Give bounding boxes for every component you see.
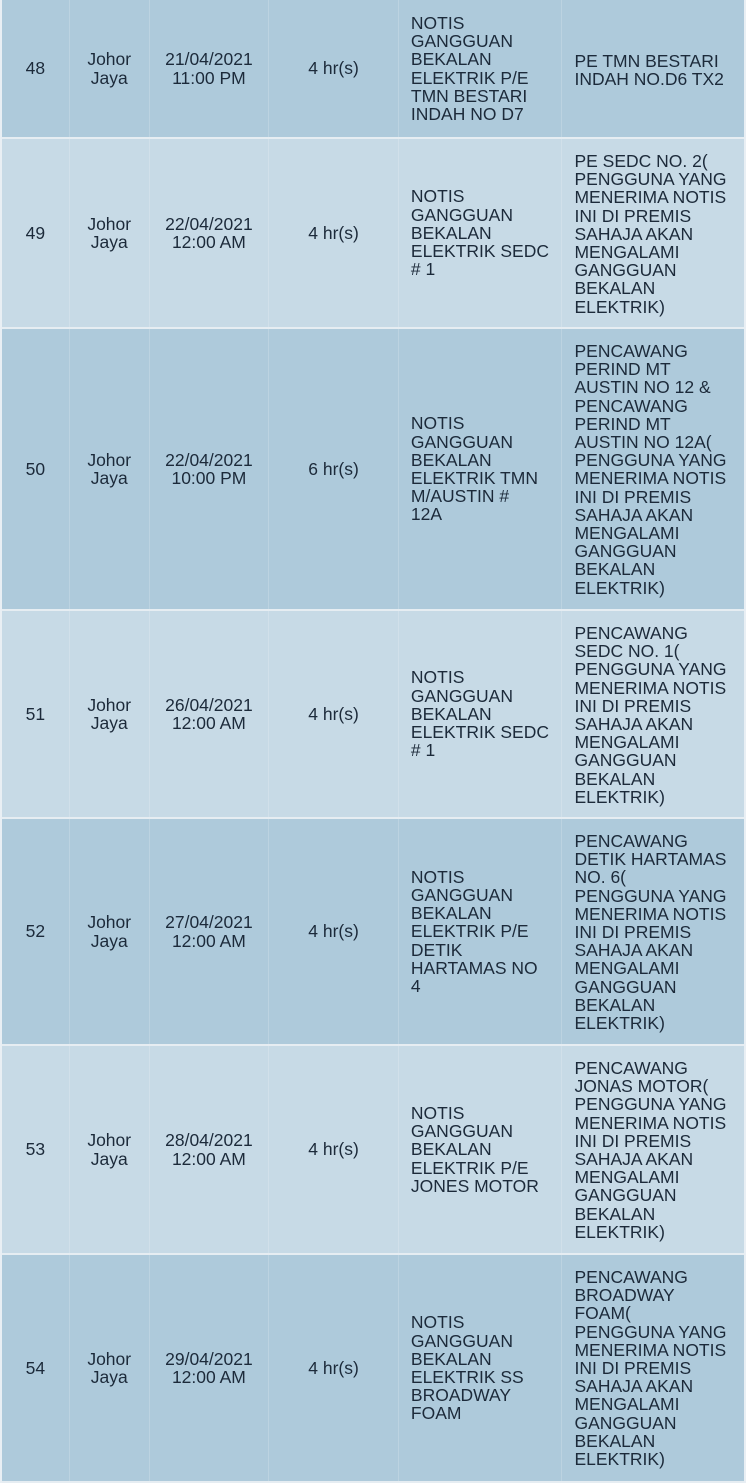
row-number: 51 <box>2 611 70 817</box>
notice-title-cell: NOTIS GANGGUAN BEKALAN ELEKTRIK SS BROADWAY FOAM <box>399 1255 563 1481</box>
table-row[interactable] <box>2 819 744 1046</box>
datetime-cell: 26/04/2021 12:00 AM <box>150 611 270 817</box>
row-number: 52 <box>2 819 70 1044</box>
notice-title-cell: NOTIS GANGGUAN BEKALAN ELEKTRIK SEDC # 1 <box>399 139 563 327</box>
duration-cell: 4 hr(s) <box>269 819 399 1044</box>
affected-area-cell: PENCAWANG BROADWAY FOAM( PENGGUNA YANG MENERIMA NOTIS INI DI PREMIS SAHAJA AKAN MENGALAMI GANGGUAN BEKALAN ELEKTRIK) <box>574 1267 727 1470</box>
table-row[interactable] <box>2 329 744 611</box>
datetime-cell: 27/04/2021 12:00 AM <box>150 819 270 1044</box>
state-cell: Johor Jaya <box>70 1255 150 1481</box>
row-number: 49 <box>2 139 70 327</box>
row-number: 48 <box>2 0 70 137</box>
affected-area-cell: PENCAWANG PERIND MT AUSTIN NO 12 & PENCAWANG PERIND MT AUSTIN NO 12A( PENGGUNA YANG MENERIMA NOTIS INI DI PREMIS SAHAJA AKAN MENGALAMI GANGGUAN BEKALAN ELEKTRIK) <box>574 341 727 598</box>
datetime-cell: 22/04/2021 10:00 PM <box>150 329 270 609</box>
row-number: 50 <box>2 329 70 609</box>
table-row[interactable] <box>2 1046 744 1255</box>
row-number: 53 <box>2 1046 70 1253</box>
duration-cell: 4 hr(s) <box>269 1046 399 1253</box>
duration-cell: 6 hr(s) <box>269 329 399 609</box>
affected-area-cell: PENCAWANG SEDC NO. 1( PENGGUNA YANG MENERIMA NOTIS INI DI PREMIS SAHAJA AKAN MENGALAMI GANGGUAN BEKALAN ELEKTRIK) <box>574 623 727 807</box>
affected-area-cell: PENCAWANG JONAS MOTOR( PENGGUNA YANG MENERIMA NOTIS INI DI PREMIS SAHAJA AKAN MENGALAMI GANGGUAN BEKALAN ELEKTRIK) <box>574 1058 727 1242</box>
notice-title-cell: NOTIS GANGGUAN BEKALAN ELEKTRIK TMN M/AUSTIN # 12A <box>399 329 563 609</box>
affected-area-cell: PENCAWANG DETIK HARTAMAS NO. 6( PENGGUNA YANG MENERIMA NOTIS INI DI PREMIS SAHAJA AKAN MENGALAMI GANGGUAN BEKALAN ELEKTRIK) <box>574 831 727 1034</box>
table-row[interactable] <box>2 611 744 819</box>
table-row[interactable] <box>2 1255 744 1483</box>
notice-title-cell: NOTIS GANGGUAN BEKALAN ELEKTRIK SEDC # 1 <box>399 611 563 817</box>
notice-title-cell: NOTIS GANGGUAN BEKALAN ELEKTRIK P/E JONES MOTOR <box>399 1046 563 1253</box>
table-row[interactable] <box>2 139 744 329</box>
datetime-cell: 28/04/2021 12:00 AM <box>150 1046 270 1253</box>
datetime-cell: 29/04/2021 12:00 AM <box>150 1255 270 1481</box>
notice-title-cell: NOTIS GANGGUAN BEKALAN ELEKTRIK P/E DETIK HARTAMAS NO 4 <box>399 819 563 1044</box>
affected-area-cell: PE TMN BESTARI INDAH NO.D6 TX2 <box>574 51 724 90</box>
datetime-cell: 22/04/2021 12:00 AM <box>150 139 270 327</box>
duration-cell: 4 hr(s) <box>269 0 399 137</box>
table-row[interactable] <box>2 0 744 139</box>
duration-cell: 4 hr(s) <box>269 611 399 817</box>
state-cell: Johor Jaya <box>70 0 150 137</box>
state-cell: Johor Jaya <box>70 139 150 327</box>
duration-cell: 4 hr(s) <box>269 139 399 327</box>
row-number: 54 <box>2 1255 70 1481</box>
affected-area-cell: PE SEDC NO. 2( PENGGUNA YANG MENERIMA NOTIS INI DI PREMIS SAHAJA AKAN MENGALAMI GANGGUAN BEKALAN ELEKTRIK) <box>574 151 727 317</box>
notice-title-cell: NOTIS GANGGUAN BEKALAN ELEKTRIK P/E TMN BESTARI INDAH NO D7 <box>399 0 563 137</box>
duration-cell: 4 hr(s) <box>269 1255 399 1481</box>
state-cell: Johor Jaya <box>70 819 150 1044</box>
state-cell: Johor Jaya <box>70 1046 150 1253</box>
state-cell: Johor Jaya <box>70 329 150 609</box>
datetime-cell: 21/04/2021 11:00 PM <box>150 0 270 137</box>
state-cell: Johor Jaya <box>70 611 150 817</box>
